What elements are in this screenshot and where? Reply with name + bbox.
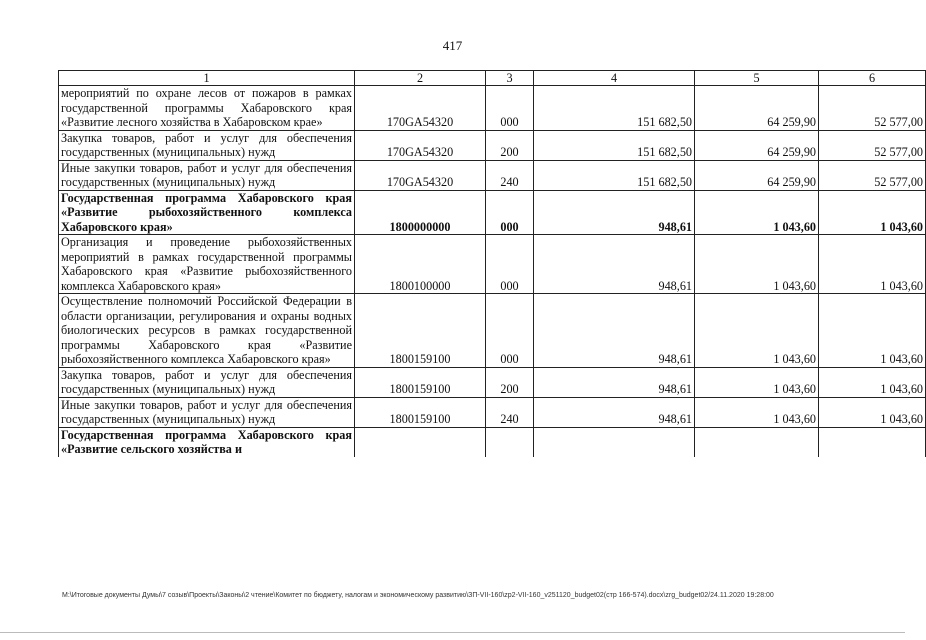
table-row — [59, 86, 926, 131]
column-header: 5 — [695, 71, 819, 86]
target-article-code-cell: 170GA54320 — [355, 86, 486, 131]
expense-type-code-cell: 000 — [486, 86, 534, 131]
column-header: 1 — [59, 71, 355, 86]
target-article-code-cell: 1800100000 — [355, 235, 486, 294]
amount-col6-cell: 1 043,60 — [819, 235, 926, 294]
row-name-cell: Иные закупки товаров, работ и услуг для обеспечения государственных (муниципальных) нужд — [59, 397, 355, 427]
amount-col5-cell — [695, 427, 819, 457]
amount-col6-cell: 1 043,60 — [819, 190, 926, 235]
amount-col5-cell: 64 259,90 — [695, 160, 819, 190]
budget-table — [58, 70, 926, 457]
expense-type-code-cell: 200 — [486, 130, 534, 160]
expense-type-code-cell: 200 — [486, 367, 534, 397]
amount-col5-cell: 1 043,60 — [695, 190, 819, 235]
row-name-cell: Организация и проведение рыбохозяйственных мероприятий в рамках государственной программы Хабаровского края «Развитие рыбохозяйственного комплекса Хабаровского края» — [59, 235, 355, 294]
amount-col5-cell: 64 259,90 — [695, 86, 819, 131]
amount-col5-cell: 64 259,90 — [695, 130, 819, 160]
column-header: 3 — [486, 71, 534, 86]
expense-type-code-cell: 240 — [486, 160, 534, 190]
amount-col6-cell — [819, 427, 926, 457]
table-body — [59, 86, 926, 457]
target-article-code-cell: 170GA54320 — [355, 130, 486, 160]
row-name-cell: Закупка товаров, работ и услуг для обеспечения государственных (муниципальных) нужд — [59, 130, 355, 160]
row-name-cell: Закупка товаров, работ и услуг для обеспечения государственных (муниципальных) нужд — [59, 367, 355, 397]
amount-col4-cell: 151 682,50 — [534, 86, 695, 131]
amount-col6-cell: 52 577,00 — [819, 130, 926, 160]
target-article-code-cell: 1800159100 — [355, 294, 486, 368]
expense-type-code-cell: 000 — [486, 190, 534, 235]
expense-type-code-cell: 000 — [486, 294, 534, 368]
table-row — [59, 190, 926, 235]
amount-col4-cell: 151 682,50 — [534, 130, 695, 160]
table-row — [59, 130, 926, 160]
target-article-code-cell — [355, 427, 486, 457]
table-row — [59, 397, 926, 427]
amount-col5-cell: 1 043,60 — [695, 235, 819, 294]
column-header: 2 — [355, 71, 486, 86]
row-name-cell: Осуществление полномочий Российской Федерации в области организации, регулирования и охраны водных биологических ресурсов в рамках государственной программы Хабаровского края «Развитие рыбохозяйственного комплекса Хабаровского края» — [59, 294, 355, 368]
amount-col4-cell: 948,61 — [534, 190, 695, 235]
row-name-cell: Государственная программа Хабаровского края «Развитие сельского хозяйства и — [59, 427, 355, 457]
amount-col6-cell: 52 577,00 — [819, 160, 926, 190]
expense-type-code-cell — [486, 427, 534, 457]
amount-col4-cell: 948,61 — [534, 367, 695, 397]
target-article-code-cell: 170GA54320 — [355, 160, 486, 190]
amount-col5-cell: 1 043,60 — [695, 294, 819, 368]
header-row — [59, 71, 926, 86]
amount-col6-cell: 52 577,00 — [819, 86, 926, 131]
table-row — [59, 367, 926, 397]
target-article-code-cell: 1800159100 — [355, 367, 486, 397]
amount-col4-cell: 948,61 — [534, 235, 695, 294]
row-name-cell: Государственная программа Хабаровского края «Развитие рыбохозяйственного комплекса Хабаровского края» — [59, 190, 355, 235]
expense-type-code-cell: 240 — [486, 397, 534, 427]
table-row — [59, 294, 926, 368]
amount-col6-cell: 1 043,60 — [819, 397, 926, 427]
amount-col4-cell: 948,61 — [534, 294, 695, 368]
footer-file-path: М:\Итоговые документы Думы\7 созыв\Проекты\Законы\2 чтение\Комитет по бюджету, налогам и экономическому развитию\ЗП-VII-160\zp2-VII-160_v251120_budget02(стр 166-574).docx\zrg_budget02/24.11.2020 19:28:00 — [62, 592, 774, 599]
page-edge-divider — [0, 632, 905, 633]
amount-col4-cell: 948,61 — [534, 397, 695, 427]
row-name-cell: мероприятий по охране лесов от пожаров в рамках государственной программы Хабаровского края «Развитие лесного хозяйства в Хабаровском крае» — [59, 86, 355, 131]
row-name-cell: Иные закупки товаров, работ и услуг для обеспечения государственных (муниципальных) нужд — [59, 160, 355, 190]
amount-col6-cell: 1 043,60 — [819, 367, 926, 397]
table-row — [59, 427, 926, 457]
amount-col4-cell — [534, 427, 695, 457]
amount-col5-cell: 1 043,60 — [695, 367, 819, 397]
page-number: 417 — [442, 38, 463, 53]
column-header: 4 — [534, 71, 695, 86]
target-article-code-cell: 1800000000 — [355, 190, 486, 235]
table-row — [59, 160, 926, 190]
target-article-code-cell: 1800159100 — [355, 397, 486, 427]
amount-col5-cell: 1 043,60 — [695, 397, 819, 427]
amount-col4-cell: 151 682,50 — [534, 160, 695, 190]
expense-type-code-cell: 000 — [486, 235, 534, 294]
column-header: 6 — [819, 71, 926, 86]
amount-col6-cell: 1 043,60 — [819, 294, 926, 368]
table-row — [59, 235, 926, 294]
